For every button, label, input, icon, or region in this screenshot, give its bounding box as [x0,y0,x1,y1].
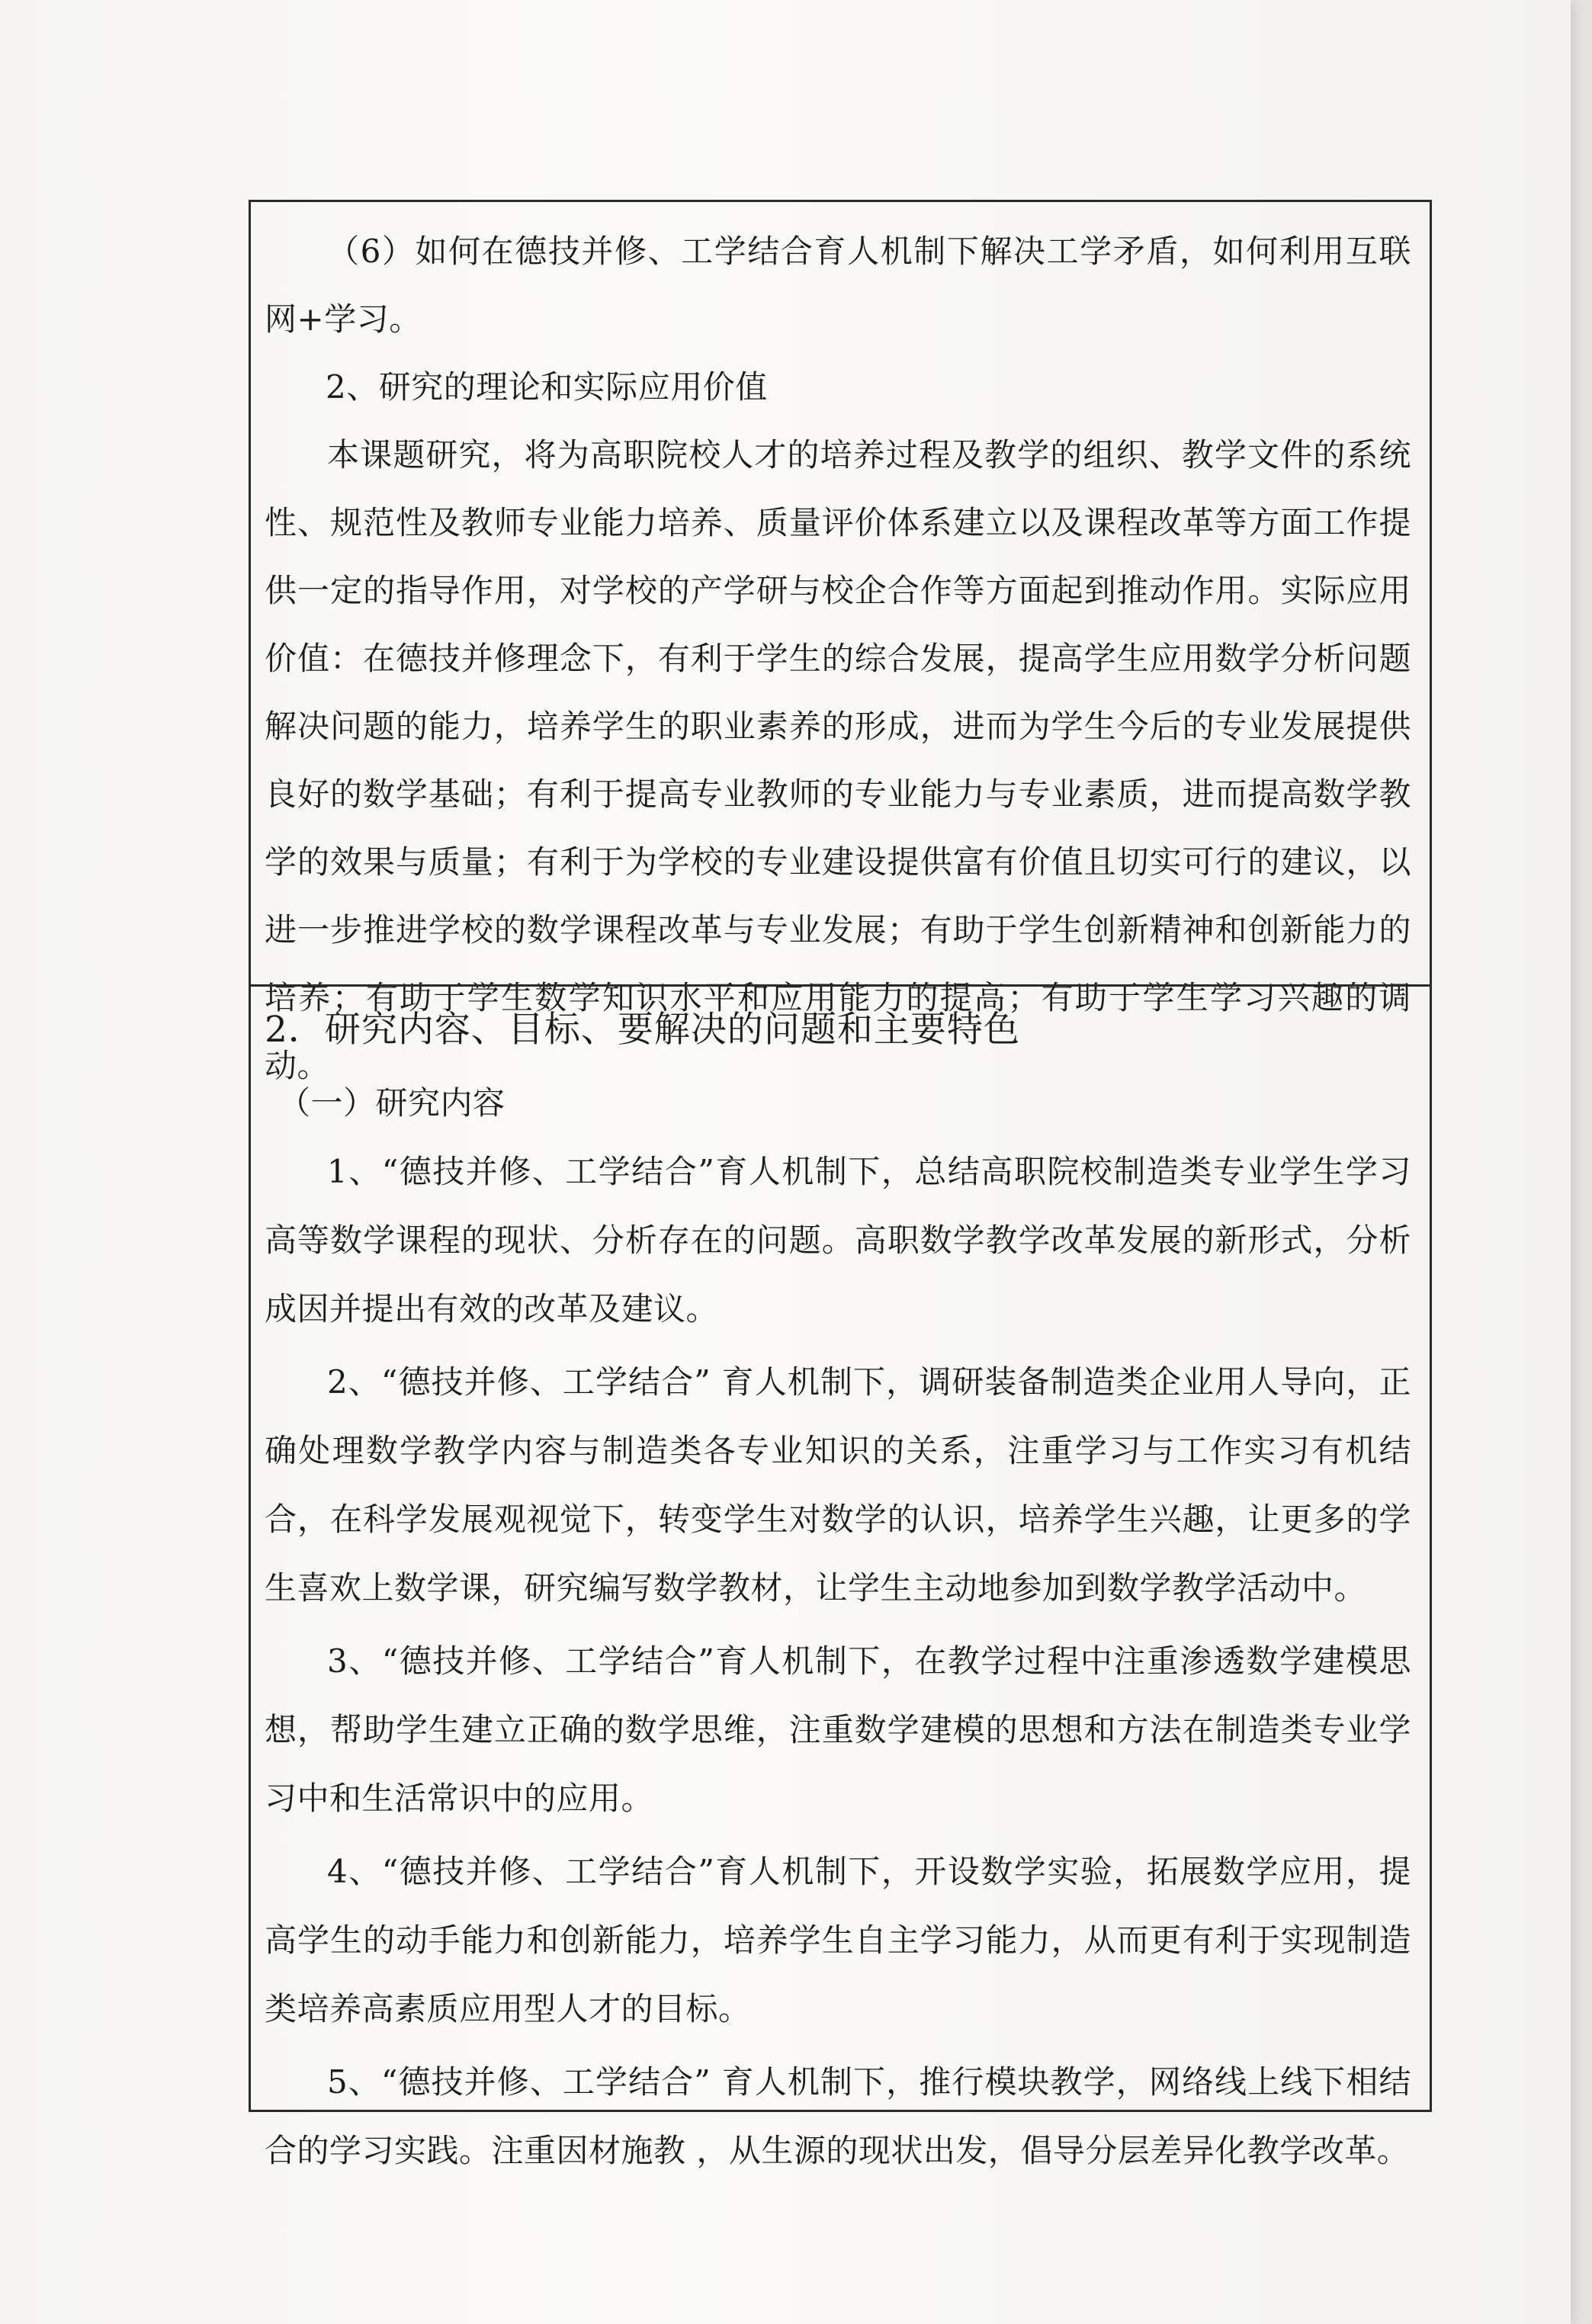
paragraph-item-6: （6）如何在德技并修、工学结合育人机制下解决工学矛盾，如何利用互联网+学习。 [265,233,1411,338]
paragraph-value-body: 本课题研究，将为高职院校人才的培养过程及教学的组织、教学文件的系统性、规范性及教师专业能力培养、质量评价体系建立以及课程改革等方面工作提供一定的指导作用，对学校的产学研与校企合作等方面起到推动作用。实际应用价值：在德技并修理念下，有利于学生的综合发展，提高学生应用数学分析问题解决问题的能力，培养学生的职业素养的形成，进而为学生今后的专业发展提供良好的数学基础；有利于提高专业教师的专业能力与专业素质，进而提高数学教学的效果与质量；有利于为学校的专业建设提供富有价值且切实可行的建议，以进一步推进学校的数学课程改革与专业发展；有助于学生创新精神和创新能力的培养；有助于学生数学知识水平和应用能力的提高；有助于学生学习兴趣的调动。 [265,436,1411,1084]
section-heading: 2．研究内容、目标、要解决的问题和主要特色 [265,1009,1020,1051]
form-table [249,200,1432,2169]
content-item-4: 4、“德技并修、工学结合”育人机制下，开设数学实验，拓展数学应用，提高学生的动手能力和创新能力，培养学生自主学习能力，从而更有利于实现制造类培养高素质应用型人才的目标。 [265,1853,1411,2027]
subsection-title-content: （一）研究内容 [278,1084,506,1122]
content-item-2: 2、“德技并修、工学结合” 育人机制下，调研装备制造类企业用人导向，正确处理数学教学内容与制造类各专业知识的关系，注重学习与工作实习有机结合，在科学发展观视觉下，转变学生对数学的认识，培养学生兴趣，让更多的学生喜欢上数学课，研究编写数学教材，让学生主动地参加到数学教学活动中。 [265,1363,1411,1607]
content-item-3: 3、“德技并修、工学结合”育人机制下，在教学过程中注重渗透数学建模思想，帮助学生建立正确的数学思维，注重数学建模的思想和方法在制造类专业学习中和生活常识中的应用。 [265,1642,1411,1817]
section-research-content [251,984,1430,2169]
subsection-title-value: 2、研究的理论和实际应用价值 [326,368,768,406]
content-item-1: 1、“德技并修、工学结合”育人机制下，总结高职院校制造类专业学生学习高等数学课程的现状、分析存在的问题。高职数学教学改革发展的新形式，分析成因并提出有效的改革及建议。 [265,1153,1411,1327]
content-item-5: 5、“德技并修、工学结合” 育人机制下，推行模块教学，网络线上线下相结合的学习实践。注重因材施教 ，从生源的现状出发，倡导分层差异化教学改革。 [265,2063,1411,2169]
